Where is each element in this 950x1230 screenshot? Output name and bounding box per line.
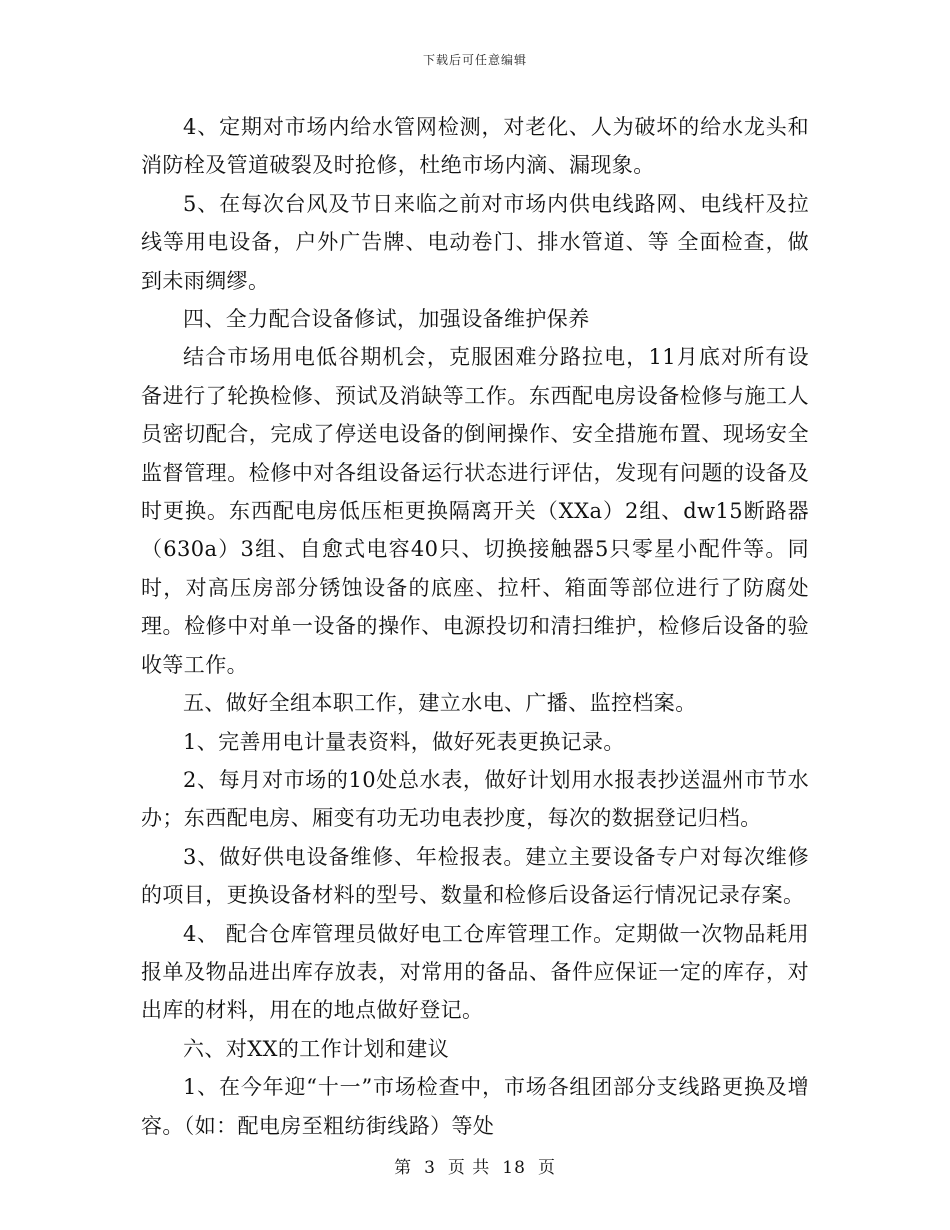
footer-suffix: 页	[537, 1158, 556, 1178]
paragraph-item-4-water-network: 4、定期对市场内给水管网检测，对老化、人为破坏的给水龙头和消防栓及管道破裂及时抢修，杜绝市场内滴、漏现象。	[141, 115, 809, 178]
paragraph-maintenance-details: 结合市场用电低谷期机会，克服困难分路拉电，11月底对所有设备进行了轮换检修、预试及消缺等工作。东西配电房设备检修与施工人员密切配合，完成了停送电设备的倒闸操作、安全措施布置、现场安全监督管理。检修中对各组设备运行状态进行评估，发现有问题的设备及时更换。东西配电房低压柜更换隔离开关（XXa）2组、dw15断路器（630a）3组、自愈式电容40只、切换接触器5只零星小配件等。同时，对高压房部分锈蚀设备的底座、拉杆、箱面等部位进行了防腐处理。检修中对单一设备的操作、电源投切和清扫维护，检修后设备的验收等工作。	[141, 345, 809, 677]
footer-middle: 页 共	[447, 1158, 491, 1178]
footer-page-number: 3	[424, 1158, 436, 1178]
paragraph-item-3-equipment-reports: 3、做好供电设备维修、年检报表。建立主要设备专户对每次维修的项目，更换设备材料的型号、数量和检修后设备运行情况记录存案。	[141, 844, 809, 908]
paragraph-item-5-typhoon-check: 5、在每次台风及节日来临之前对市场内供电线路网、电线杆及拉线等用电设备，户外广告牌、电动卷门、排水管道、等 全面检查，做到未雨绸缪。	[141, 191, 809, 293]
footer-total-pages: 18	[502, 1158, 526, 1178]
paragraph-item-1-meter-records: 1、完善用电计量表资料，做好死表更换记录。	[183, 729, 625, 754]
document-body	[141, 108, 809, 1145]
section-heading-6: 六、对XX的工作计划和建议	[183, 1036, 450, 1061]
header-note: 下载后可任意编辑	[422, 53, 527, 67]
page-footer	[0, 1153, 950, 1178]
footer-prefix: 第	[394, 1158, 413, 1178]
paragraph-item-2-water-meters: 2、每月对市场的10处总水表，做好计划用水报表抄送温州市节水办；东西配电房、厢变有功无功电表抄度，每次的数据登记归档。	[141, 767, 809, 831]
paragraph-item-4-warehouse: 4、 配合仓库管理员做好电工仓库管理工作。定期做一次物品耗用报单及物品进出库存放表，对常用的备品、备件应保证一定的库存，对出库的材料，用在的地点做好登记。	[141, 921, 809, 1023]
paragraph-item-1-inspection: 1、在今年迎“十一”市场检查中，市场各组团部分支线路更换及增容。（如：配电房至粗纺街线路）等处	[141, 1075, 809, 1138]
page-header	[0, 51, 950, 68]
section-heading-5: 五、做好全组本职工作，建立水电、广播、监控档案。	[183, 691, 697, 716]
section-heading-4: 四、全力配合设备修试，加强设备维护保养	[183, 307, 590, 332]
